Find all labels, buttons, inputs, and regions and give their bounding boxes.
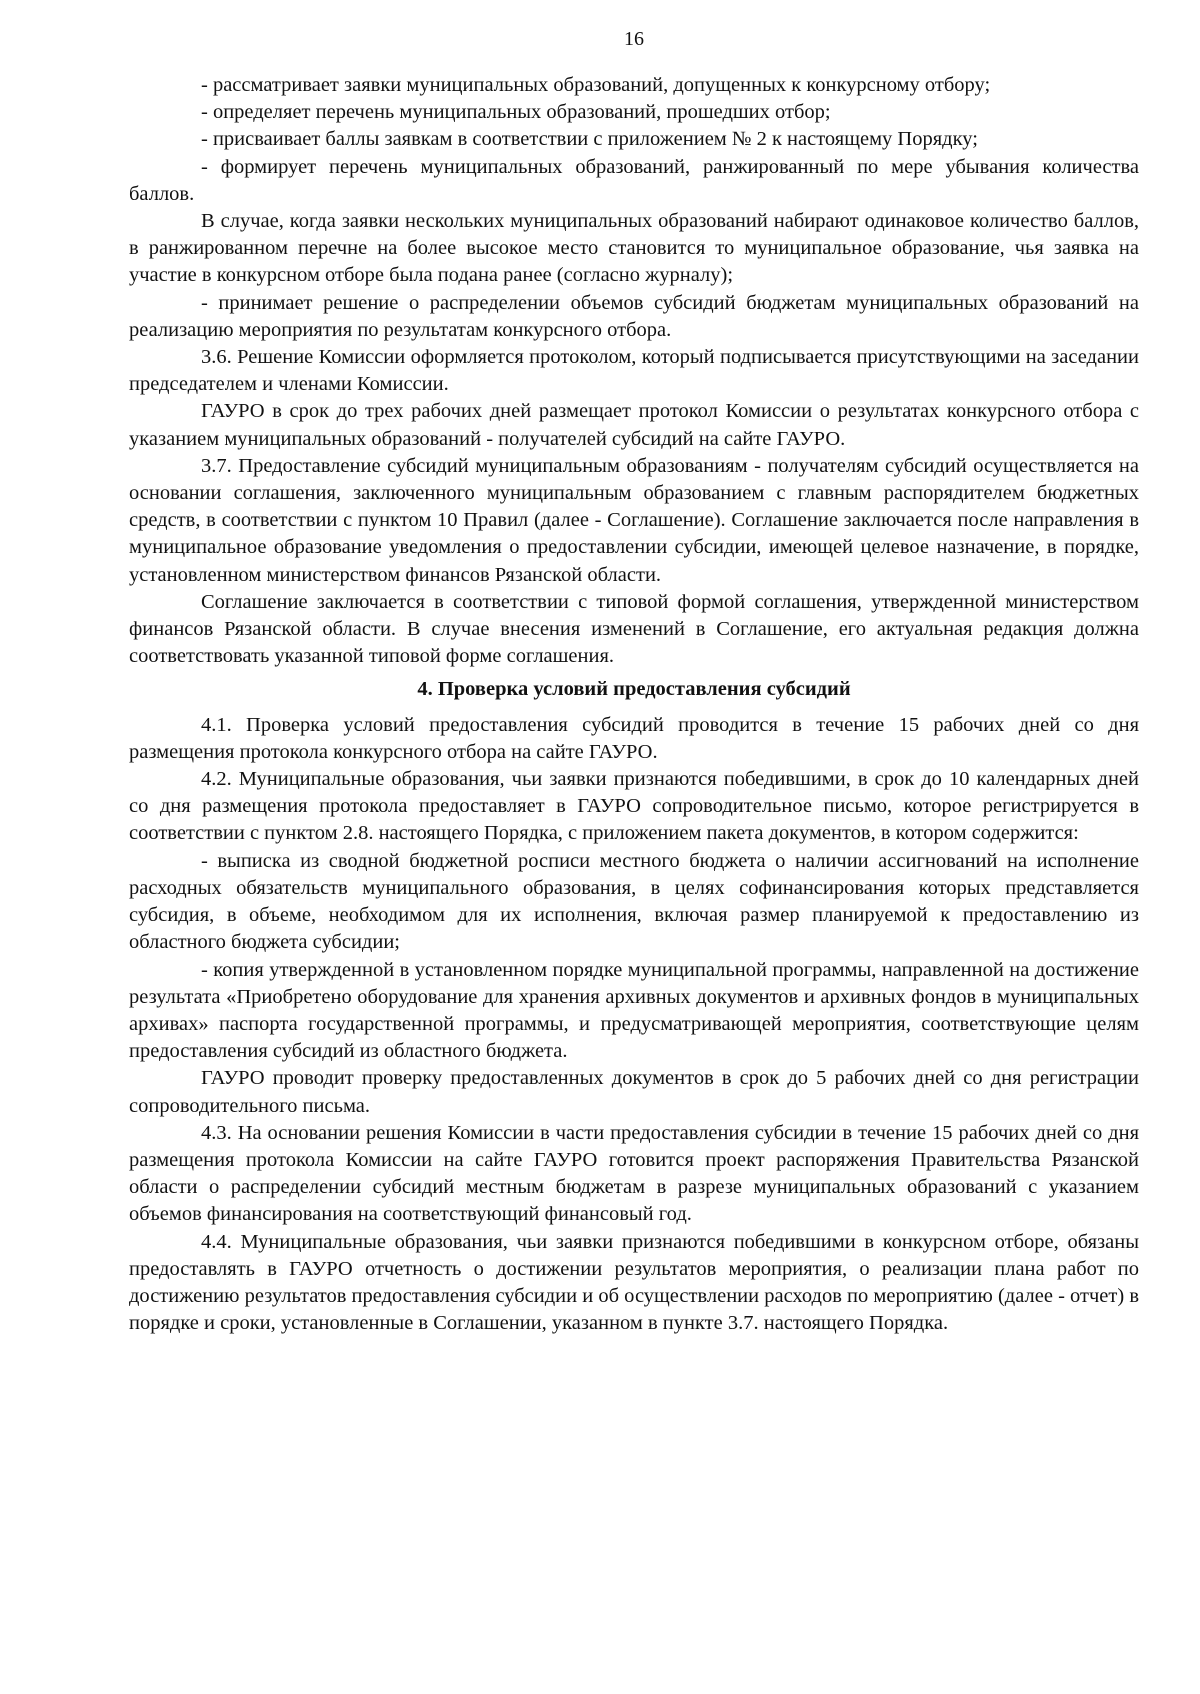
paragraph-4-4: 4.4. Муниципальные образования, чьи заявки признаются победившими в конкурсном отборе, обязаны предоставлять в ГАУРО отчетность о достижении результатов мероприятия, о реализации плана работ по достижению результатов предоставления субсидии и об осуществлении расходов по мероприятию (далее - отчет) в порядке и сроки, установленные в Соглашении, указанном в пункте 3.7. настоящего Порядка. — [129, 1230, 1139, 1335]
paragraph: Соглашение заключается в соответствии с типовой формой соглашения, утвержденной министерством финансов Рязанской области. В случае внесения изменений в Соглашение, его актуальная редакция должна соответствовать указанной типовой форме соглашения. — [129, 590, 1139, 668]
section-heading: 4. Проверка условий предоставления субсидий — [417, 678, 851, 701]
paragraph: - копия утвержденной в установленном порядке муниципальной программы, направленной на достижение результата «Приобретено оборудование для хранения архивных документов и архивных фондов в муниципальных архивах» паспорта государственной программы, и предусматривающей мероприятия, соответствующие целям предоставления субсидий из областного бюджета. — [129, 958, 1139, 1063]
paragraph-4-3: 4.3. На основании решения Комиссии в части предоставления субсидии в течение 15 рабочих дней со дня размещения протокола Комиссии на сайте ГАУРО готовится проект распоряжения Правительства Рязанской области о распределении субсидий местным бюджетам в разрезе муниципальных образований с указанием объемов финансирования на соответствующий финансовый год. — [129, 1121, 1139, 1226]
paragraph: - формирует перечень муниципальных образований, ранжированный по мере убывания количества баллов. — [129, 155, 1139, 205]
paragraph: - присваивает баллы заявкам в соответствии с приложением № 2 к настоящему Порядку; — [201, 128, 978, 151]
paragraph: ГАУРО проводит проверку предоставленных документов в срок до 5 рабочих дней со дня регистрации сопроводительного письма. — [129, 1067, 1139, 1117]
paragraph: - рассматривает заявки муниципальных образований, допущенных к конкурсному отбору; — [201, 74, 991, 96]
paragraph-4-2: 4.2. Муниципальные образования, чьи заявки признаются победившими, в срок до 10 календарных дней со дня размещения протокола предоставляет в ГАУРО сопроводительное письмо, которое регистрируется в соответствии с пунктом 2.8. настоящего Порядка, с приложением пакета документов, в котором содержится: — [129, 768, 1139, 845]
document-page — [129, 26, 1139, 1337]
page-number: 16 — [624, 28, 644, 50]
paragraph: В случае, когда заявки нескольких муниципальных образований набирают одинаковое количество баллов, в ранжированном перечне на более высокое место становится то муниципальное образование, чья заявка на участие в конкурсном отборе была подана ранее (согласно журналу); — [129, 210, 1139, 287]
paragraph-3-7: 3.7. Предоставление субсидий муниципальным образованиям - получателям субсидий осуществляется на основании соглашения, заключенного муниципальным образованием с главным распорядителем бюджетных средств, в соответствии с пунктом 10 Правил (далее - Соглашение). Соглашение заключается после направления в муниципальное образование уведомления о предоставлении субсидии, имеющей целевое назначение, в порядке, установленном министерством финансов Рязанской области. — [129, 454, 1139, 586]
paragraph-3-6: 3.6. Решение Комиссии оформляется протоколом, который подписывается присутствующими на заседании председателем и членами Комиссии. — [129, 346, 1139, 396]
paragraph: - выписка из сводной бюджетной росписи местного бюджета о наличии ассигнований на исполнение расходных обязательств муниципального образования, в целях софинансирования которых представляется субсидия, в объеме, необходимом для их исполнения, включая размер планируемой к предоставлению из областного бюджета субсидии; — [129, 849, 1139, 954]
paragraph: - принимает решение о распределении объемов субсидий бюджетам муниципальных образований на реализацию мероприятия по результатам конкурсного отбора. — [129, 291, 1139, 341]
paragraph: ГАУРО в срок до трех рабочих дней размещает протокол Комиссии о результатах конкурсного отбора с указанием муниципальных образований - получателей субсидий на сайте ГАУРО. — [129, 400, 1139, 450]
paragraph: - определяет перечень муниципальных образований, прошедших отбор; — [201, 101, 831, 124]
paragraph-4-1: 4.1. Проверка условий предоставления субсидий проводится в течение 15 рабочих дней со дня размещения протокола конкурсного отбора на сайте ГАУРО. — [129, 713, 1139, 763]
